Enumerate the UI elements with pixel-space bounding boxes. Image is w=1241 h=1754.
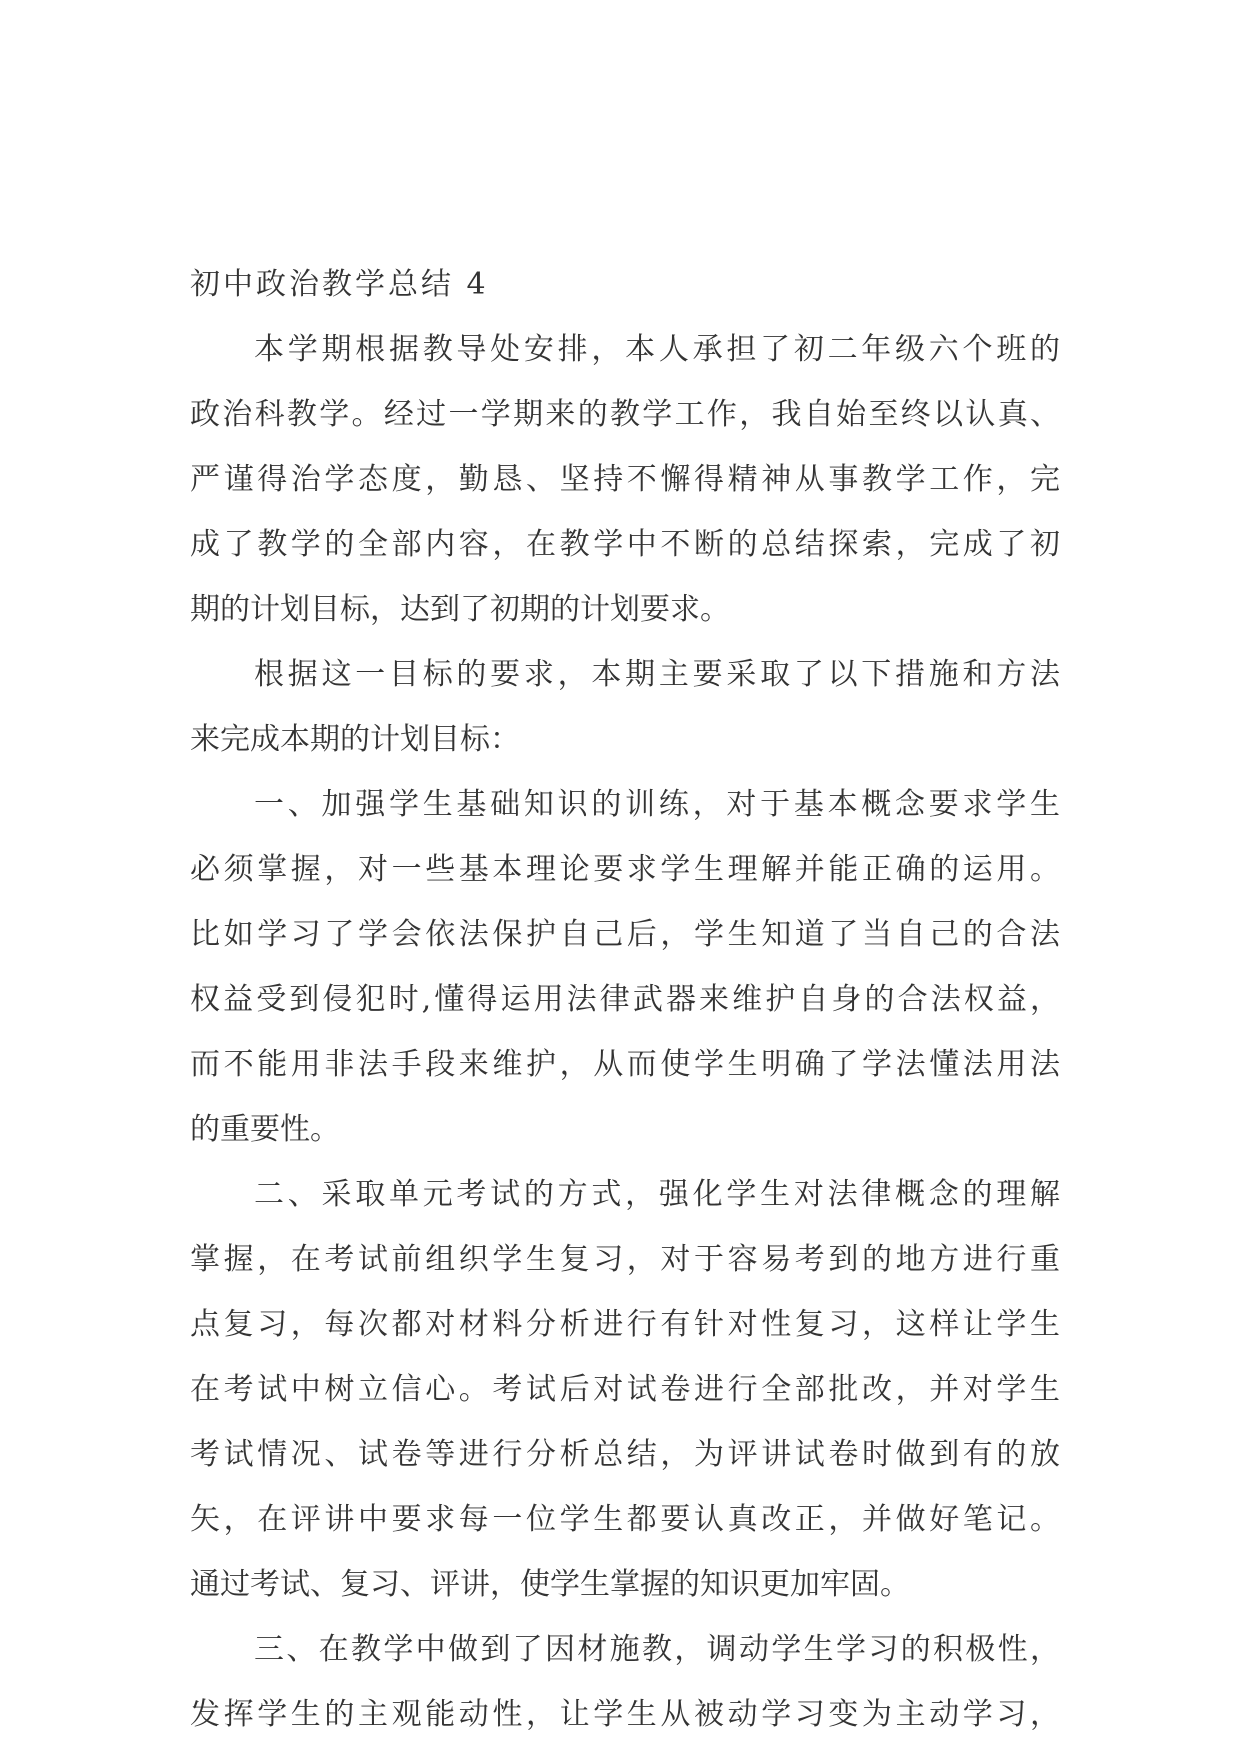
paragraph-3-line-5: 而不能用非法手段来维护，从而使学生明确了学法懂法用法 — [190, 1047, 1060, 1082]
paragraph-3-line-4: 权益受到侵犯时,懂得运用法律武器来维护自身的合法权益， — [190, 982, 1060, 1017]
paragraph-3-line-6: 的重要性。 — [190, 1112, 340, 1147]
paragraph-4-line-7: 通过考试、复习、评讲，使学生掌握的知识更加牢固。 — [190, 1567, 910, 1602]
paragraph-2-line-2: 来完成本期的计划目标： — [190, 722, 520, 757]
paragraph-1-line-2: 政治科教学。经过一学期来的教学工作，我自始至终以认真、 — [190, 397, 1060, 432]
paragraph-3-line-1: 一、加强学生基础知识的训练，对于基本概念要求学生 — [254, 787, 1060, 822]
paragraph-4-line-3: 点复习，每次都对材料分析进行有针对性复习，这样让学生 — [190, 1307, 1060, 1342]
paragraph-2-line-1: 根据这一目标的要求，本期主要采取了以下措施和方法 — [254, 657, 1060, 692]
paragraph-1-line-5: 期的计划目标，达到了初期的计划要求。 — [190, 592, 730, 627]
document-title: 初中政治教学总结 4 — [190, 267, 489, 302]
paragraph-4-line-1: 二、采取单元考试的方式，强化学生对法律概念的理解 — [254, 1177, 1060, 1212]
paragraph-1-line-1: 本学期根据教导处安排，本人承担了初二年级六个班的 — [254, 332, 1060, 367]
paragraph-4-line-6: 矢，在评讲中要求每一位学生都要认真改正，并做好笔记。 — [190, 1502, 1060, 1537]
paragraph-3-line-3: 比如学习了学会依法保护自己后，学生知道了当自己的合法 — [190, 917, 1060, 952]
paragraph-1-line-4: 成了教学的全部内容，在教学中不断的总结探索，完成了初 — [190, 527, 1060, 562]
document-body — [190, 252, 1060, 1747]
paragraph-5-line-1: 三、在教学中做到了因材施教，调动学生学习的积极性， — [254, 1632, 1060, 1667]
paragraph-4-line-2: 掌握，在考试前组织学生复习，对于容易考到的地方进行重 — [190, 1242, 1060, 1277]
paragraph-3-line-2: 必须掌握，对一些基本理论要求学生理解并能正确的运用。 — [190, 852, 1060, 887]
paragraph-1-line-3: 严谨得治学态度，勤恳、坚持不懈得精神从事教学工作，完 — [190, 462, 1060, 497]
paragraph-4-line-4: 在考试中树立信心。考试后对试卷进行全部批改，并对学生 — [190, 1372, 1060, 1407]
paragraph-4-line-5: 考试情况、试卷等进行分析总结，为评讲试卷时做到有的放 — [190, 1437, 1060, 1472]
paragraph-5-line-2: 发挥学生的主观能动性，让学生从被动学习变为主动学习， — [190, 1697, 1060, 1732]
